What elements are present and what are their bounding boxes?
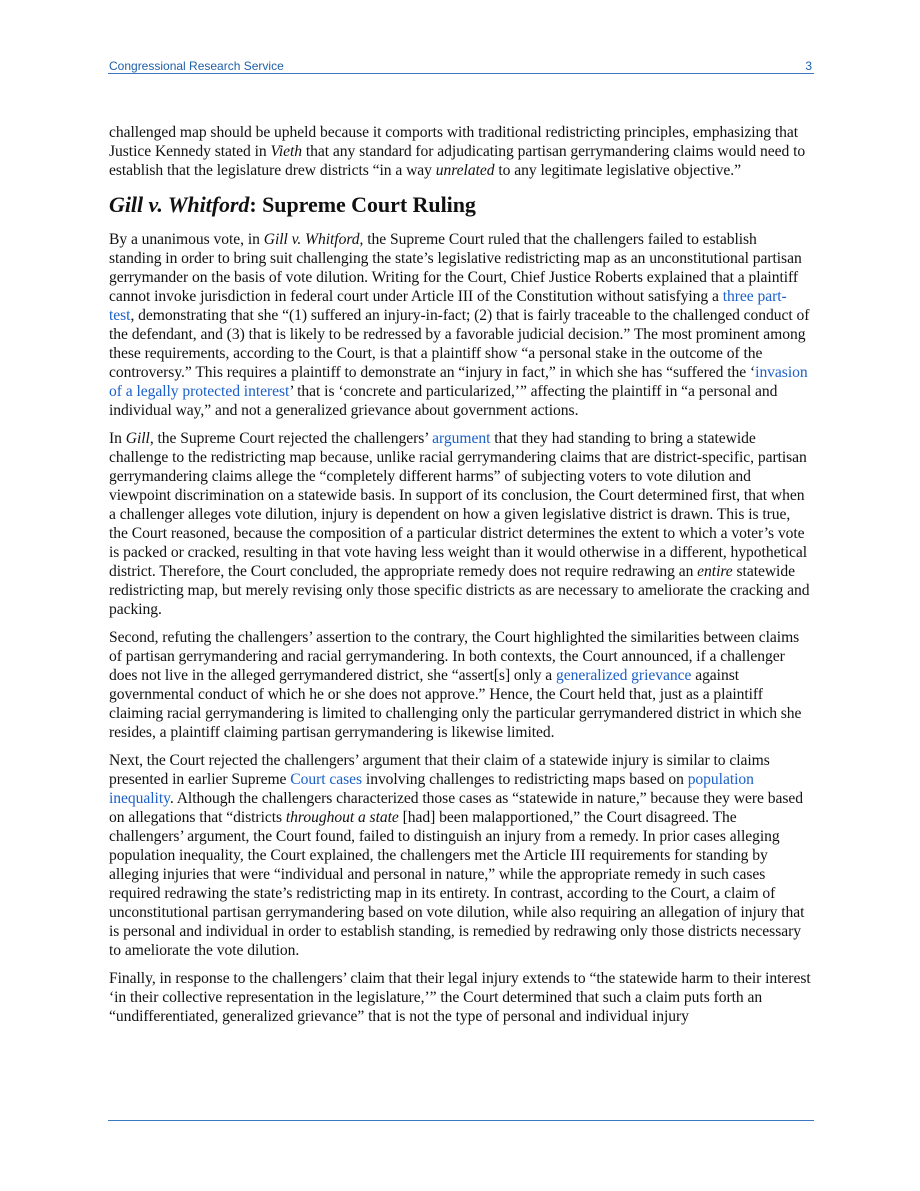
- text-run: Next, the Court rejected the challengers’ argument that their claim of a statewide injury is similar to claims presented in earlier Supreme: [109, 752, 770, 788]
- paragraph-finally: [109, 969, 811, 1026]
- emphasis-entire: entire: [697, 563, 733, 580]
- emphasis-unrelated: unrelated: [435, 162, 495, 179]
- page-header: [108, 57, 814, 73]
- text-run: ’ that is ‘concrete and particularized,’” affecting the plaintiff in “a personal and individual way,” and not a generalized grievance about government actions.: [109, 383, 778, 419]
- link-court-cases[interactable]: Court cases: [290, 771, 363, 788]
- text-run: Second, refuting the challengers’ assertion to the contrary, the Court highlighted the similarities between claims of partisan gerrymandering and racial gerrymandering. In both contexts, the Court announced, if a challenger does not live in the alleged gerrymandered district, she “assert[s] only a: [109, 629, 800, 684]
- emphasis-throughout-a-state: throughout a state: [285, 809, 399, 826]
- link-argument[interactable]: argument: [432, 430, 491, 447]
- link-three-part-test[interactable]: three part-test: [109, 288, 787, 324]
- paragraph-second-refuting: [109, 628, 811, 742]
- case-name-gill: Gill: [125, 430, 150, 447]
- link-population-inequality[interactable]: population inequality: [109, 771, 754, 807]
- text-run: . Although the challengers characterized those cases as “statewide in nature,” because they were based on allegations that “districts: [109, 790, 803, 826]
- text-run: against governmental conduct of which he or she does not approve.” Hence, the Court held that, just as a plaintiff claiming racial gerrymandering is limited to challenging only the particular gerrymandered district in which she resides, a plaintiff claiming partisan gerrymandering is likewise limited.: [109, 667, 802, 741]
- text-run: challenged map should be upheld because it comports with traditional redistricting principles, emphasizing that Justice Kennedy stated in: [109, 124, 799, 160]
- text-run: that they had standing to bring a statewide challenge to the redistricting map because, unlike racial gerrymandering claims that are district-specific, partisan gerrymandering claims allege the “completely different harms” of subjecting voters to vote dilution and viewpoint discrimination on a statewide basis. In support of its conclusion, the Court determined first, that when a challenger alleges vote dilution, injury is dependent on how a given legislative district is drawn. This is true, the Court reasoned, because the composition of a particular district determines the extent to which a voter’s vote is packed or cracked, resulting in that vote having less weight than it would otherwise in a different, hypothetical district. Therefore, the Court concluded, the appropriate remedy does not require redrawing an: [109, 430, 808, 580]
- case-name-vieth: Vieth: [270, 143, 303, 160]
- text-run: By a unanimous vote, in: [109, 231, 264, 248]
- text-run: In: [109, 430, 126, 447]
- link-generalized-grievance[interactable]: generalized grievance: [556, 667, 692, 684]
- document-body: [109, 123, 811, 1035]
- text-run: , the Supreme Court ruled that the challengers failed to establish standing in order to bring suit challenging the state’s legislative redistricting map as an unconstitutional partisan gerrymander on the basis of vote dilution. Writing for the Court, Chief Justice Roberts explained that a plaintiff cannot invoke jurisdiction in federal court under Article III of the Constitution without satisfying a: [109, 231, 802, 305]
- header-org-name: Congressional Research Service: [109, 59, 284, 73]
- header-rule: [108, 73, 814, 74]
- text-run: , the Supreme Court rejected the challengers’: [149, 430, 433, 447]
- text-run: involving challenges to redistricting maps based on: [362, 771, 688, 788]
- paragraph-next-statewide-injury: [109, 751, 811, 960]
- text-run: to any legitimate legislative objective.”: [494, 162, 741, 179]
- heading-case-name: Gill v. Whitford: [109, 192, 250, 217]
- case-name-gill: Gill v. Whitford: [263, 231, 360, 248]
- paragraph-intro-continuation: [109, 123, 811, 180]
- footer-rule: [108, 1120, 814, 1121]
- text-run: that any standard for adjudicating partisan gerrymandering claims would need to establish that the legislature drew districts “in a way: [109, 143, 806, 179]
- text-run: [had] been malapportioned,” the Court disagreed. The challengers’ argument, the Court found, failed to distinguish an injury from a remedy. In prior cases alleging population inequality, the Court explained, the challengers met the Article III requirements for standing by alleging injuries that were “individual and personal in nature,” while the appropriate remedy in such cases required redrawing the state’s redistricting map in its entirety. In contrast, according to the Court, a claim of unconstitutional partisan gerrymandering based on vote dilution, while also requiring an allegation of injury that is personal and individual in order to establish standing, is remedied by redrawing only those districts necessary to ameliorate the vote dilution.: [109, 809, 805, 959]
- paragraph-rejected-argument: [109, 429, 811, 619]
- text-run: statewide redistricting map, but merely revising only those specific districts as are necessary to ameliorate the cracking and packing.: [109, 563, 810, 618]
- text-run: Finally, in response to the challengers’ claim that their legal injury extends to “the statewide harm to their interest ‘in their collective representation in the legislature,’” the Court determined that such a claim puts forth an “undifferentiated, generalized grievance” that is not the type of personal and individual injury: [109, 970, 811, 1025]
- paragraph-ruling: [109, 230, 811, 420]
- page-number: 3: [805, 59, 812, 73]
- heading-title: : Supreme Court Ruling: [249, 192, 476, 217]
- link-invasion-of-legally-protected-interest[interactable]: invasion of a legally protected interest: [109, 364, 808, 400]
- section-heading: [109, 192, 811, 218]
- text-run: , demonstrating that she “(1) suffered an injury-in-fact; (2) that is fairly traceable to the challenged conduct of the defendant, and (3) that is likely to be redressed by a favorable judicial decision.” The most prominent among these requirements, according to the Court, is that a plaintiff show “a personal stake in the outcome of the controversy.” This requires a plaintiff to demonstrate an “injury in fact,” in which she has “suffered the ‘: [109, 307, 810, 381]
